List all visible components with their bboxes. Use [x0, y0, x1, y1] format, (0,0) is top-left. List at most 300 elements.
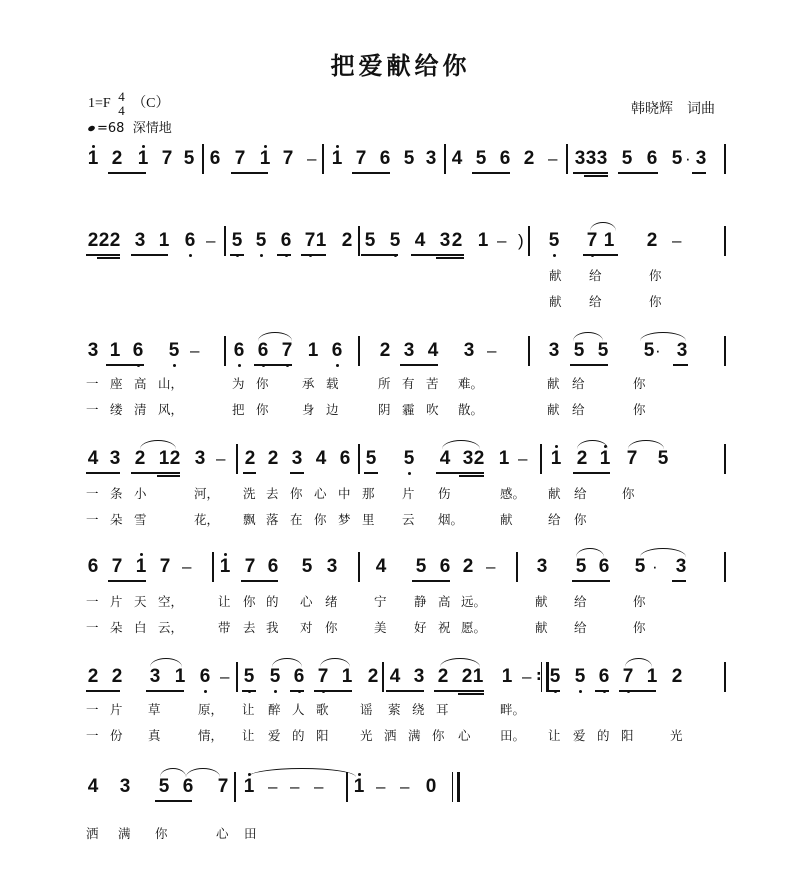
lyric-v2: 祝 — [438, 620, 451, 635]
note: 1 — [501, 666, 513, 687]
note: 6 — [198, 666, 212, 688]
low-octave-dot — [408, 472, 411, 475]
note: 6 — [279, 230, 293, 252]
sustain-dash: – — [314, 777, 324, 796]
high-octave-dot — [555, 445, 558, 448]
lyric-v1: 去 — [266, 486, 279, 501]
lyric-v1: 献 — [535, 594, 548, 609]
underline-beam — [436, 472, 484, 474]
note: 2 — [646, 230, 658, 251]
note: 1 — [549, 448, 563, 470]
slur-arc — [576, 548, 604, 557]
lyric-v2: 风， — [158, 402, 184, 417]
lyric-v1: 伤 — [438, 486, 451, 501]
note: 1 — [218, 556, 232, 578]
lyric-v2: 光 — [670, 728, 683, 743]
lyric-v2: 你 — [325, 620, 338, 635]
note: 1 — [307, 340, 319, 361]
note: 5 — [573, 340, 585, 361]
note: 6 — [330, 340, 344, 362]
lyric-v1: 那 — [362, 486, 375, 501]
lyric-v2: 爱 — [268, 728, 281, 743]
lyric-v1: 心 — [314, 486, 327, 501]
lyric-v1: 所 — [378, 376, 391, 391]
note: 6 — [131, 340, 145, 362]
note: 7 — [217, 776, 229, 797]
sustain-dash: – — [190, 341, 200, 360]
lyric-v2: 你 — [649, 294, 662, 309]
note: 2 — [671, 666, 683, 687]
sustain-dash: – — [487, 341, 497, 360]
note: 6 — [209, 148, 221, 169]
sustain-dash: – — [518, 449, 528, 468]
note: 4 — [375, 556, 387, 577]
lyric-v2: 云 — [402, 512, 415, 527]
lyric-v2: 献 — [547, 402, 560, 417]
note: 6 — [439, 556, 451, 577]
underline-beam — [131, 254, 168, 256]
lyric-v1: 条 — [110, 486, 123, 501]
note: 5 — [475, 148, 487, 169]
lyric-v1: 一 — [86, 702, 99, 717]
lyric-v2: 的 — [292, 728, 305, 743]
lyric-v2: 献 — [549, 294, 562, 309]
lyric-v1: 献 — [547, 376, 560, 391]
lyric-v2: 缕 — [110, 402, 123, 417]
note: 5 — [158, 776, 170, 797]
note: 5 — [167, 340, 181, 362]
note: 1 — [174, 666, 186, 687]
final-barline — [452, 772, 460, 802]
low-octave-dot — [189, 254, 192, 257]
lyric-v1: 一 — [86, 376, 99, 391]
note: 1 — [136, 148, 150, 170]
lyric-v1: 宁 — [374, 594, 387, 609]
bar-line — [224, 336, 226, 366]
lyric-v2: 美 — [374, 620, 387, 635]
slur-arc — [272, 658, 302, 667]
lyric-v1: 片 — [110, 594, 123, 609]
underline-beam — [242, 690, 256, 692]
note: 6 — [598, 556, 610, 577]
augmentation-dot: · — [685, 149, 691, 168]
underline-beam — [301, 254, 326, 256]
lyric-v1: 田 — [244, 826, 257, 841]
lyric-v2: 献 — [500, 512, 513, 527]
note: 1 — [134, 556, 148, 578]
lyric-v2: 清 — [134, 402, 147, 417]
bar-line — [528, 336, 530, 366]
sustain-dash: – — [268, 777, 278, 796]
lyric-v1: 片 — [110, 702, 123, 717]
lyric-v1: 为 — [232, 376, 245, 391]
lyric-v2: 烟。 — [438, 512, 464, 527]
underline-beam — [290, 690, 304, 692]
lyric-v2: 里 — [362, 512, 375, 527]
lyric-v1: 难。 — [458, 376, 484, 391]
note: 1 — [109, 340, 121, 361]
lyric-v2: 你 — [574, 512, 587, 527]
low-octave-dot — [204, 690, 207, 693]
slur-arc — [320, 658, 350, 667]
note: 2 — [267, 448, 279, 469]
note: 1 — [477, 230, 489, 251]
bar-line — [236, 662, 238, 692]
underline-beam-2 — [584, 175, 608, 177]
lyric-v1: 原， — [198, 702, 224, 717]
note: 3 — [585, 148, 597, 169]
bar-line — [724, 552, 726, 582]
slur-arc — [150, 658, 182, 667]
lyric-v1: 承 — [302, 376, 315, 391]
note: 6 — [256, 340, 270, 362]
note: 3 — [87, 340, 99, 361]
bar-line — [444, 144, 446, 174]
sustain-dash: – — [307, 149, 317, 168]
low-octave-dot — [336, 364, 339, 367]
lyric-v2: 在 — [290, 512, 303, 527]
note: 3 — [109, 448, 121, 469]
lyric-v2: 白 — [134, 620, 147, 635]
key-alt: （C） — [132, 96, 170, 112]
note: 3 — [574, 148, 586, 169]
note: 3 — [413, 666, 425, 687]
note: 2 — [473, 448, 485, 469]
low-octave-dot — [553, 254, 556, 257]
note: 1 — [158, 230, 170, 251]
bar-line — [724, 226, 726, 256]
underline-beam — [472, 172, 510, 174]
lyric-v1: 你 — [622, 486, 635, 501]
lyric-v1: 谣 — [360, 702, 373, 717]
underline-beam — [619, 690, 656, 692]
note: 1 — [472, 666, 484, 687]
bar-line — [358, 552, 360, 582]
lyric-v1: 一 — [86, 486, 99, 501]
note: 5 — [548, 666, 562, 688]
underline-beam-2 — [459, 475, 484, 477]
low-octave-dot — [274, 690, 277, 693]
lyric-v2: 情， — [198, 728, 224, 743]
note: 7 — [626, 448, 638, 469]
note: 7 — [111, 556, 123, 577]
underline-beam — [618, 172, 658, 174]
note: 1 — [330, 148, 344, 170]
note: 5 — [301, 556, 313, 577]
note: 1 — [242, 776, 256, 798]
lyric-v1: 高 — [438, 594, 451, 609]
note: 7 — [316, 666, 330, 688]
underline-beam — [86, 472, 120, 474]
note: 6 — [339, 448, 351, 469]
underline-beam — [86, 254, 120, 256]
note: 6 — [267, 556, 279, 577]
underline-beam — [595, 690, 609, 692]
underline-beam — [361, 254, 398, 256]
bar-line — [540, 444, 542, 474]
sustain-dash: – — [220, 667, 230, 686]
note: 2 — [111, 666, 123, 687]
lyric-v2: 雪 — [134, 512, 147, 527]
lyric-v2: 云， — [158, 620, 184, 635]
note: 2 — [134, 448, 146, 469]
note: 2 — [462, 556, 474, 577]
lyric-v1: 座 — [110, 376, 123, 391]
slur-arc — [186, 768, 220, 777]
slur-arc — [573, 332, 603, 341]
lyric-v2: 让 — [548, 728, 561, 743]
underline-beam — [573, 172, 608, 174]
low-octave-dot — [238, 364, 241, 367]
lyric-v1: 你 — [243, 594, 256, 609]
slur-arc — [248, 768, 356, 777]
high-octave-dot — [92, 145, 95, 148]
note: 5 — [364, 230, 376, 251]
note: 6 — [232, 340, 246, 362]
lyric-v1: 你 — [633, 376, 646, 391]
note: 2 — [576, 448, 588, 469]
lyric-v1: 的 — [266, 594, 279, 609]
note: 6 — [183, 230, 197, 252]
note: 3 — [403, 340, 415, 361]
underline-beam — [412, 580, 450, 582]
lyric-v2: 给 — [574, 620, 587, 635]
note: 4 — [414, 230, 426, 251]
sustain-dash: – — [672, 231, 682, 250]
bar-line — [234, 772, 236, 802]
lyric-v1: 萦 — [388, 702, 401, 717]
note: 7 — [280, 340, 294, 362]
underline-beam — [570, 364, 608, 366]
lyric-v1: 给 — [574, 594, 587, 609]
note: 2 — [341, 230, 353, 251]
sustain-dash: – — [497, 231, 507, 250]
underline-beam — [400, 364, 438, 366]
slur-arc — [440, 658, 480, 667]
bar-line — [322, 144, 324, 174]
lyric-v2: 把 — [232, 402, 245, 417]
lyric-v1: 洗 — [243, 486, 256, 501]
lyric-v1: 献 — [549, 268, 562, 283]
bar-line — [236, 444, 238, 474]
lyric-v1: 草 — [148, 702, 161, 717]
underline-beam — [672, 580, 686, 582]
high-octave-dot — [264, 145, 267, 148]
note: 3 — [675, 556, 687, 577]
note: 7 — [585, 230, 599, 252]
lyric-v1: 献 — [548, 486, 561, 501]
lyric-v2: 飘 — [243, 512, 256, 527]
sustain-dash: – — [206, 231, 216, 250]
note: 5 — [183, 148, 195, 169]
sustain-dash: – — [216, 449, 226, 468]
lyric-v2: 落 — [266, 512, 279, 527]
bar-line — [202, 144, 204, 174]
lyric-v1: 人 — [292, 702, 305, 717]
note: 6 — [597, 666, 611, 688]
note: 3 — [596, 148, 608, 169]
tempo-value: =68 — [97, 121, 125, 136]
underline-beam — [546, 690, 560, 692]
lyric-v2: 心 — [458, 728, 471, 743]
lyric-v1: 你 — [290, 486, 303, 501]
note: 6 — [292, 666, 306, 688]
augmentation-dot: · — [652, 557, 658, 576]
lyric-v2: 一 — [86, 512, 99, 527]
lyric-v2: 梦 — [338, 512, 351, 527]
underline-beam — [243, 472, 256, 474]
note: 7 — [159, 556, 171, 577]
lyric-v2: 你 — [633, 402, 646, 417]
bar-line — [516, 552, 518, 582]
note: 7 — [303, 230, 317, 252]
lyric-v2: 对 — [300, 620, 313, 635]
lyric-v2: 花， — [194, 512, 220, 527]
lyric-v1: 高 — [134, 376, 147, 391]
repeat-sign: : — [536, 668, 542, 684]
lyric-v2: 让 — [242, 728, 255, 743]
lyric-v2: 份 — [110, 728, 123, 743]
lyric-v1: 静 — [414, 594, 427, 609]
note: 7 — [161, 148, 173, 169]
underline-beam — [386, 690, 424, 692]
lyric-v1: 你 — [155, 826, 168, 841]
sustain-dash: – — [290, 777, 300, 796]
slur-arc — [140, 440, 176, 449]
note: 6 — [646, 148, 658, 169]
note: 5 — [403, 148, 415, 169]
bar-line — [212, 552, 214, 582]
lyric-v1: 片 — [402, 486, 415, 501]
lyric-v1: 你 — [649, 268, 662, 283]
note: 3 — [194, 448, 206, 469]
lyric-v1: 让 — [242, 702, 255, 717]
lyric-v2: 身 — [302, 402, 315, 417]
note: 1 — [352, 776, 366, 798]
note: 3 — [149, 666, 161, 687]
lyric-v2: 田。 — [500, 728, 526, 743]
underline-beam-2 — [436, 257, 464, 259]
note: 2 — [169, 448, 181, 469]
note: 5 — [388, 230, 402, 252]
lyric-v2: 边 — [326, 402, 339, 417]
lyric-v2: 好 — [414, 620, 427, 635]
note: 1 — [498, 448, 510, 469]
note: 4 — [87, 776, 99, 797]
underline-beam — [230, 254, 244, 256]
lyric-v1: 耳 — [436, 702, 449, 717]
sustain-dash: – — [522, 667, 532, 686]
lyric-v1: 心 — [216, 826, 229, 841]
high-octave-dot — [140, 553, 143, 556]
underline-beam — [241, 580, 278, 582]
slur-arc — [640, 332, 686, 341]
lyric-v2: 你 — [256, 402, 269, 417]
bar-line — [724, 444, 726, 474]
slur-arc — [625, 658, 652, 667]
slur-arc — [442, 440, 480, 449]
note: 5 — [657, 448, 669, 469]
bar-line — [358, 226, 360, 256]
note: 4 — [87, 448, 99, 469]
lyric-v2: 洒 — [384, 728, 397, 743]
repeat-barline — [541, 662, 549, 692]
note: 1 — [158, 448, 170, 469]
underline-beam — [434, 690, 484, 692]
slur-arc — [160, 768, 186, 777]
lyric-v1: 载 — [326, 376, 339, 391]
lyric-v2: 你 — [314, 512, 327, 527]
lyric-v2: 你 — [432, 728, 445, 743]
note: 5 — [547, 230, 561, 252]
lyric-v1: 感。 — [500, 486, 526, 501]
time-bottom: 4 — [118, 103, 125, 118]
note: 1 — [341, 666, 353, 687]
quarter-note-icon — [87, 125, 95, 132]
augmentation-dot: · — [655, 341, 661, 360]
note: 5 — [415, 556, 427, 577]
underline-beam — [673, 364, 688, 366]
high-octave-dot — [142, 145, 145, 148]
lyric-v2: 一 — [86, 728, 99, 743]
note: 7 — [282, 148, 294, 169]
note: 5 — [671, 148, 683, 169]
note: 4 — [427, 340, 439, 361]
note: 5 — [242, 666, 256, 688]
sustain-dash: – — [376, 777, 386, 796]
lyric-v1: 畔。 — [500, 702, 526, 717]
note: 1 — [603, 230, 615, 251]
note: 2 — [367, 666, 379, 687]
note: 2 — [109, 230, 121, 251]
lyric-v2: 真 — [148, 728, 161, 743]
key-label: 1=F — [88, 96, 111, 112]
note: 3 — [463, 340, 475, 361]
slur-arc — [258, 332, 292, 341]
lyric-v2: 给 — [589, 294, 602, 309]
note: 2 — [379, 340, 391, 361]
low-octave-dot — [579, 690, 582, 693]
lyric-v1: 让 — [218, 594, 231, 609]
lyric-v1: 有 — [402, 376, 415, 391]
underline-beam — [86, 690, 120, 692]
underline-beam — [352, 172, 390, 174]
lyric-v2: 的 — [597, 728, 610, 743]
note: 5 — [597, 340, 609, 361]
lyric-v1: 一 — [86, 594, 99, 609]
high-octave-dot — [336, 145, 339, 148]
note: 3 — [134, 230, 146, 251]
lyric-v2: 朵 — [110, 512, 123, 527]
time-signature — [118, 90, 125, 118]
bar-line — [566, 144, 568, 174]
underline-beam — [231, 172, 268, 174]
note: 7 — [621, 666, 635, 688]
note: 6 — [379, 148, 391, 169]
note: 1 — [315, 230, 327, 251]
note: 6 — [182, 776, 194, 797]
note: 3 — [119, 776, 131, 797]
song-title: 把爱献给你 — [330, 51, 471, 80]
note: 5 — [268, 666, 282, 688]
note: 5 — [634, 556, 646, 577]
lyric-v2: 我 — [266, 620, 279, 635]
note: 7 — [244, 556, 256, 577]
underline-beam-2 — [97, 257, 120, 259]
note: 2 — [98, 230, 110, 251]
lyric-v2: 给 — [548, 512, 561, 527]
note: 5 — [621, 148, 633, 169]
